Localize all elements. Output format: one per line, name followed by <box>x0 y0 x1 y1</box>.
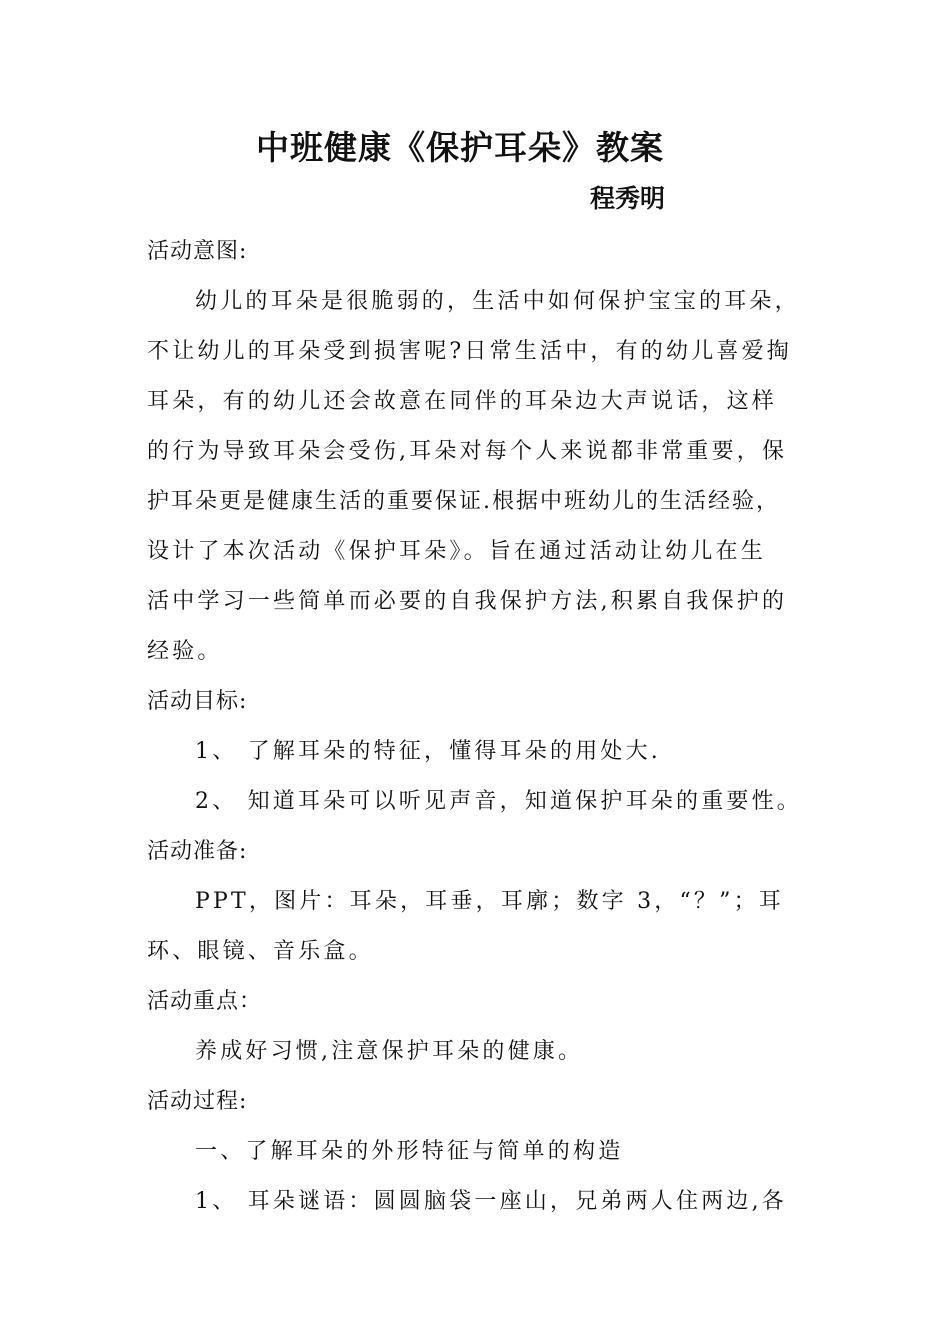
paragraph-line: 设计了本次活动《保护耳朵》。旨在通过活动让幼儿在生 <box>147 539 767 564</box>
paragraph-line: 环、眼镜、音乐盒。 <box>147 939 374 964</box>
list-item: 2、 知道耳朵可以听见声音，知道保护耳朵的重要性。 <box>195 789 802 814</box>
paragraph-line: 护耳朵更是健康生活的重要保证.根据中班幼儿的生活经验， <box>147 489 780 514</box>
section-heading-focus: 活动重点： <box>147 989 263 1014</box>
list-item: 1、 了解耳朵的特征，懂得耳朵的用处大. <box>195 739 661 764</box>
list-item: 1、 耳朵谜语：圆圆脑袋一座山，兄弟两人住两边,各 <box>195 1189 787 1214</box>
section-heading-process: 活动过程: <box>147 1089 248 1114</box>
paragraph-line: 养成好习惯,注意保护耳朵的健康。 <box>195 1039 584 1064</box>
paragraph-line: PPT，图片：耳朵，耳垂，耳廓；数字 3，“？”；耳 <box>195 889 784 914</box>
section-heading-intent: 活动意图: <box>147 239 248 264</box>
paragraph-line: 活中学习一些简单而必要的自我保护方法,积累自我保护的 <box>147 589 788 614</box>
section-heading-preparation: 活动准备: <box>147 839 248 864</box>
paragraph-line: 耳朵，有的幼儿还会故意在同伴的耳朵边大声说话，这样 <box>147 389 778 414</box>
section-heading-goals: 活动目标: <box>147 689 248 714</box>
subsection-heading: 一、了解耳朵的外形特征与简单的构造 <box>195 1139 624 1164</box>
paragraph-line: 的行为导致耳朵会受伤,耳朵对每个人来说都非常重要，保 <box>147 439 788 464</box>
document-title: 中班健康《保护耳朵》教案 <box>256 128 664 167</box>
paragraph-line: 经验。 <box>147 639 223 664</box>
document-body <box>147 227 812 1227</box>
paragraph-line: 不让幼儿的耳朵受到损害呢?日常生活中，有的幼儿喜爱掏 <box>147 339 792 364</box>
document-author: 程秀明 <box>590 184 666 213</box>
paragraph-line: 幼儿的耳朵是很脆弱的，生活中如何保护宝宝的耳朵， <box>195 289 800 314</box>
